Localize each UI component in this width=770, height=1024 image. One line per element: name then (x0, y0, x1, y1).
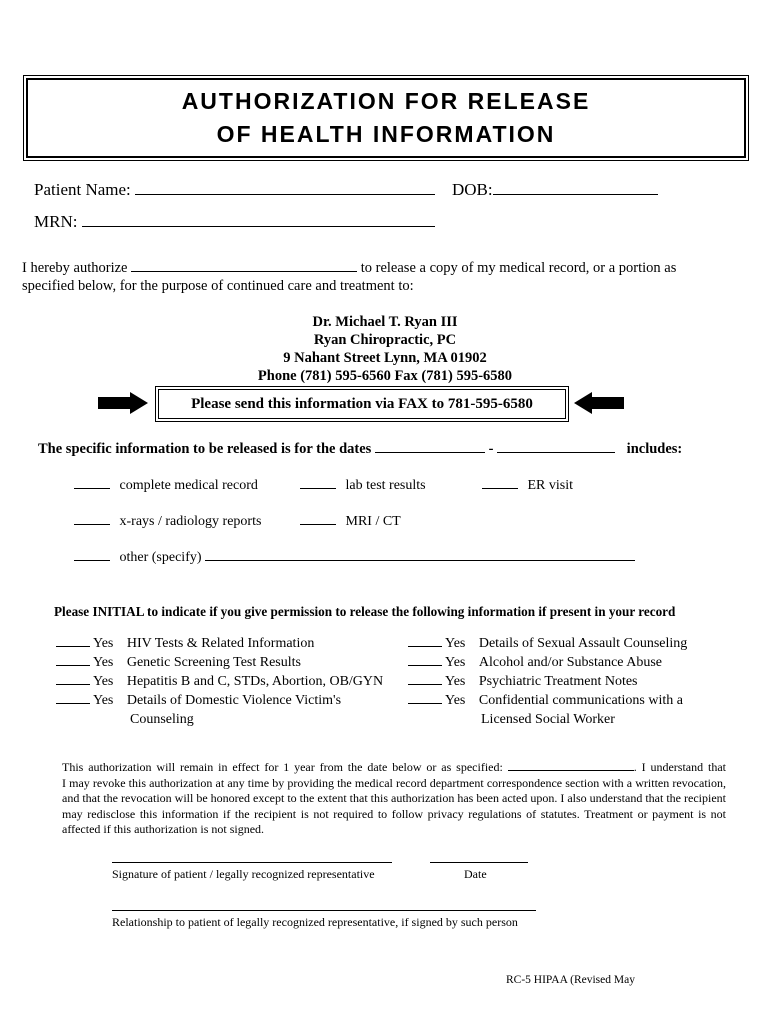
hepatitis-initial[interactable] (56, 684, 90, 685)
dates-dash: - (488, 441, 494, 457)
xrays-initial[interactable] (74, 524, 110, 525)
substance-abuse-label: Alcohol and/or Substance Abuse (478, 655, 662, 670)
genetic-initial[interactable] (56, 665, 90, 666)
domestic-violence-label-cont: Counseling (130, 712, 194, 727)
authorize-prefix: I hereby authorize (22, 260, 128, 276)
psychiatric-label: Psychiatric Treatment Notes (478, 674, 638, 689)
patient-name-label: Patient Name: (34, 180, 131, 199)
yes-label: Yes (92, 693, 114, 708)
form-title-line1: AUTHORIZATION FOR RELEASE (181, 88, 591, 114)
date-from-field[interactable] (375, 452, 485, 453)
recipient-address: 9 Nahant Street Lynn, MA 01902 (283, 350, 487, 366)
terms-line1 (62, 760, 726, 776)
mrn-label: MRN: (34, 212, 78, 231)
yes-label: Yes (444, 636, 466, 651)
dob-label: DOB: (452, 180, 493, 199)
date-to-field[interactable] (497, 452, 615, 453)
right-item-1 (408, 636, 687, 652)
lab-results-label: lab test results (345, 478, 426, 493)
lab-results-initial[interactable] (300, 488, 336, 489)
mrn-row (34, 212, 435, 232)
right-item-2 (408, 655, 662, 671)
option-lab-results (300, 478, 426, 494)
mri-ct-initial[interactable] (300, 524, 336, 525)
er-visit-label: ER visit (527, 478, 574, 493)
signature-label: Signature of patient / legally recognized representative (112, 867, 375, 881)
title-box (26, 78, 746, 158)
date-label: Date (464, 867, 487, 881)
terms-line1-prefix: This authorization will remain in effect for 1 year from the date below or as specified: (62, 760, 503, 774)
date-line[interactable] (430, 862, 528, 863)
psychiatric-initial[interactable] (408, 684, 442, 685)
form-code-footer: RC-5 HIPAA (Revised May (506, 974, 635, 986)
left-item-2 (56, 655, 301, 671)
recipient-practice: Ryan Chiropractic, PC (313, 332, 457, 348)
yes-label: Yes (92, 636, 114, 651)
yes-label: Yes (92, 655, 114, 670)
option-xrays (74, 514, 261, 530)
right-item-3 (408, 674, 638, 690)
yes-label: Yes (444, 655, 466, 670)
option-complete-record (74, 478, 258, 494)
patient-name-field[interactable] (135, 194, 435, 195)
relationship-label: Relationship to patient of legally recognized representative, if signed by such person (112, 915, 518, 929)
social-worker-label: Confidential communications with a (478, 693, 683, 708)
genetic-label: Genetic Screening Test Results (126, 655, 301, 670)
xrays-label: x-rays / radiology reports (119, 514, 262, 529)
domestic-violence-label: Details of Domestic Violence Victim's (126, 693, 342, 708)
left-item-3 (56, 674, 383, 690)
sexual-assault-initial[interactable] (408, 646, 442, 647)
patient-name-row (34, 180, 435, 200)
option-er-visit (482, 478, 573, 494)
hiv-initial[interactable] (56, 646, 90, 647)
hepatitis-label: Hepatitis B and C, STDs, Abortion, OB/GYN (126, 674, 384, 689)
domestic-violence-initial[interactable] (56, 703, 90, 704)
authorize-line (22, 260, 676, 277)
option-mri-ct (300, 514, 401, 530)
terms-paragraph (62, 760, 726, 838)
substance-abuse-initial[interactable] (408, 665, 442, 666)
er-visit-initial[interactable] (482, 488, 518, 489)
fax-notice: Please send this information via FAX to 781-595-6580 (158, 389, 566, 419)
complete-record-label: complete medical record (119, 478, 258, 493)
form-title-line2: OF HEALTH INFORMATION (216, 121, 556, 147)
arrow-right-icon (98, 392, 148, 414)
right-item-4 (408, 693, 683, 709)
other-specify-field[interactable] (205, 560, 635, 561)
social-worker-label-cont: Licensed Social Worker (481, 712, 615, 727)
left-item-1 (56, 636, 314, 652)
mrn-field[interactable] (82, 226, 435, 227)
recipient-phones: Phone (781) 595-6560 Fax (781) 595-6580 (257, 368, 513, 384)
yes-label: Yes (444, 693, 466, 708)
relationship-line[interactable] (112, 910, 536, 911)
dates-suffix: includes: (626, 441, 683, 457)
left-item-4 (56, 693, 341, 709)
authorize-line2: specified below, for the purpose of continued care and treatment to: (22, 278, 414, 294)
signature-line[interactable] (112, 862, 392, 863)
dates-prefix: The specific information to be released is for the dates (38, 441, 372, 457)
initial-heading: Please INITIAL to indicate if you give permission to release the following information if present in your record (54, 604, 676, 619)
yes-label: Yes (444, 674, 466, 689)
complete-record-initial[interactable] (74, 488, 110, 489)
dob-row (452, 180, 658, 200)
terms-line1-suffix: . I understand that (633, 760, 726, 774)
yes-label: Yes (92, 674, 114, 689)
hiv-label: HIV Tests & Related Information (126, 636, 315, 651)
recipient-name: Dr. Michael T. Ryan III (312, 314, 458, 330)
dates-row (38, 441, 682, 458)
sexual-assault-label: Details of Sexual Assault Counseling (478, 636, 688, 651)
authorized-party-field[interactable] (131, 271, 357, 272)
arrow-left-icon (574, 392, 624, 414)
other-initial[interactable] (74, 560, 110, 561)
expiration-field[interactable] (508, 770, 634, 771)
option-other (74, 550, 635, 566)
dob-field[interactable] (493, 194, 658, 195)
authorize-suffix: to release a copy of my medical record, or a portion as (360, 260, 677, 276)
mri-ct-label: MRI / CT (345, 514, 401, 529)
social-worker-initial[interactable] (408, 703, 442, 704)
terms-rest: I may revoke this authorization at any time by providing the medical record department correspondence section with a written revocation, and that the revocation will be honored except to the extent that this authorization has been acted upon. I also understand that the recipient may redisclose this information if the recipient is not required to follow privacy regulations of statutes. Treatment or payment is not affected if this authorization is not signed. (62, 775, 726, 836)
other-label: other (specify) (119, 550, 202, 565)
